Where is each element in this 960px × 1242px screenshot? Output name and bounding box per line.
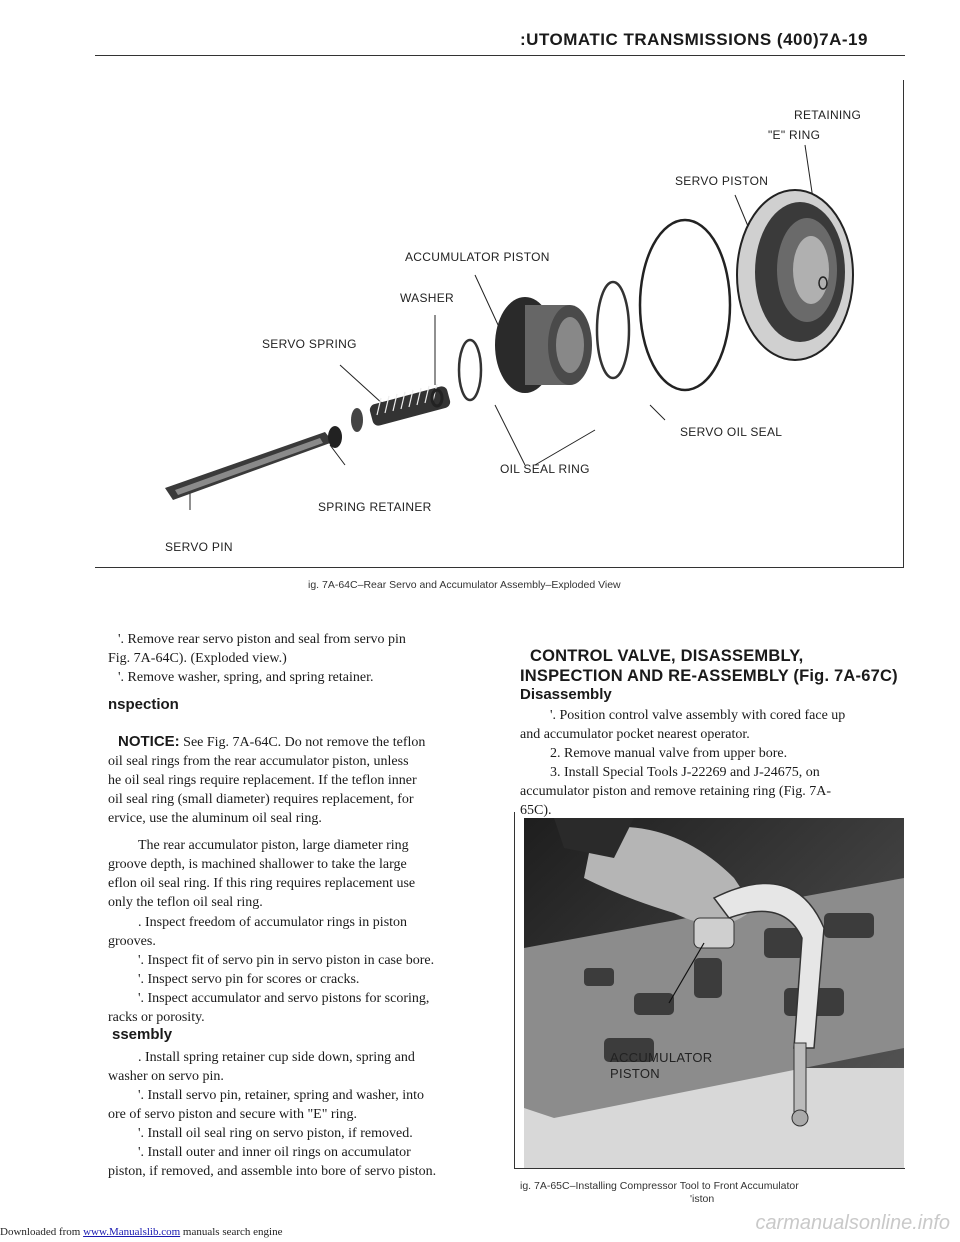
servo-oil-seal-shape xyxy=(640,220,730,390)
section-heading-line-1: CONTROL VALVE, DISASSEMBLY, xyxy=(530,647,804,665)
notice-line: oil seal rings from the rear accumulator piston, unless xyxy=(108,754,409,769)
note-line: The rear accumulator piston, large diameter ring xyxy=(138,838,409,853)
label-e-ring: "E" RING xyxy=(768,128,821,142)
assembly-line: ore of servo piston and secure with "E" ring. xyxy=(108,1107,357,1122)
inspect-line: grooves. xyxy=(108,934,156,949)
servo-pin-shape xyxy=(165,426,342,500)
label-oil-seal-ring: OIL SEAL RING xyxy=(500,462,590,476)
label-servo-spring: SERVO SPRING xyxy=(262,337,357,351)
disassembly-steps xyxy=(520,706,910,820)
label-servo-pin: SERVO PIN xyxy=(165,540,233,554)
assembly-line: . Install spring retainer cup side down, spring and xyxy=(138,1050,415,1065)
step-remove-piston: '. Remove rear servo piston and seal from servo pin xyxy=(118,632,406,647)
accumulator-piston-shape xyxy=(495,297,592,393)
assembly-heading: ssembly xyxy=(112,1026,173,1043)
notice-block xyxy=(108,732,508,828)
disassembly-line: accumulator piston and remove retaining ring (Fig. 7A- xyxy=(520,784,832,799)
inspect-line: '. Inspect accumulator and servo pistons for scoring, xyxy=(138,991,430,1006)
label-washer: WASHER xyxy=(400,291,455,305)
notice-line: oil seal ring (small diameter) requires replacement, for xyxy=(108,792,414,807)
label-retaining: RETAINING xyxy=(794,108,862,122)
assembly-line: '. Install oil seal ring on servo piston, if removed. xyxy=(138,1126,413,1141)
inspect-line: '. Inspect fit of servo pin in servo piston in case bore. xyxy=(138,953,435,968)
section-heading-line-2: INSPECTION AND RE-ASSEMBLY (Fig. 7A-67C) xyxy=(520,667,898,685)
disassembly-line: and accumulator pocket nearest operator. xyxy=(520,727,750,742)
inspect-line: '. Inspect servo pin for scores or cracks. xyxy=(138,972,360,987)
disassembly-line: 2. Remove manual valve from upper bore. xyxy=(550,746,788,761)
exploded-view-illustration xyxy=(95,80,905,570)
note-line: only the teflon oil seal ring. xyxy=(108,895,263,910)
figure-2-caption-line-2: 'iston xyxy=(690,1193,715,1205)
manualslib-link[interactable]: www.Manualslib.com xyxy=(83,1226,181,1238)
notice-line: he oil seal rings require replacement. If the teflon inner xyxy=(108,773,417,788)
notice-label: NOTICE: xyxy=(118,733,180,750)
note-line: eflon oil seal ring. If this ring requires replacement use xyxy=(108,876,416,891)
disassembly-line: 3. Install Special Tools J-22269 and J-24675, on xyxy=(550,765,820,780)
disassembly-heading: Disassembly xyxy=(520,686,612,703)
label-spring-retainer: SPRING RETAINER xyxy=(318,500,432,514)
assembly-line: '. Install servo pin, retainer, spring and washer, into xyxy=(138,1088,424,1103)
note-line: groove depth, is machined shallower to take the large xyxy=(108,857,407,872)
assembly-line: washer on servo pin. xyxy=(108,1069,224,1084)
servo-piston-shape xyxy=(737,190,853,360)
left-column xyxy=(108,630,508,687)
footer-suffix: manuals search engine xyxy=(180,1226,283,1238)
figure-1-caption: ig. 7A-64C–Rear Servo and Accumulator Assembly–Exploded View xyxy=(308,579,621,591)
inspection-steps xyxy=(108,913,508,1027)
disassembly-line: 65C). xyxy=(520,803,552,818)
inspection-heading: nspection xyxy=(108,696,179,713)
page-header: :UTOMATIC TRANSMISSIONS (400)7A-19 xyxy=(520,30,868,49)
notice-line: ervice, use the aluminum oil seal ring. xyxy=(108,811,322,826)
figure-2-caption-line-1: ig. 7A-65C–Installing Compressor Tool to Front Accumulator xyxy=(520,1180,799,1192)
compressor-tool-photo xyxy=(524,818,904,1168)
notice-line: See Fig. 7A-64C. Do not remove the teflon xyxy=(179,735,426,750)
inspect-line: . Inspect freedom of accumulator rings in piston xyxy=(138,915,408,930)
assembly-line: '. Install outer and inner oil rings on accumulator xyxy=(138,1145,411,1160)
step-remove-piston-cont: Fig. 7A-64C). (Exploded view.) xyxy=(108,651,287,666)
footer-prefix: Downloaded from xyxy=(0,1226,84,1238)
label-servo-piston: SERVO PISTON xyxy=(675,174,769,188)
header-rule xyxy=(95,55,905,56)
step-remove-washer: '. Remove washer, spring, and spring retainer. xyxy=(118,670,374,685)
rear-accumulator-note xyxy=(108,836,508,912)
label-servo-oil-seal: SERVO OIL SEAL xyxy=(680,425,783,439)
spring-retainer-shape xyxy=(351,408,363,432)
download-footer xyxy=(0,1226,282,1238)
label-accumulator-piston: ACCUMULATOR PISTON xyxy=(405,250,550,264)
inspect-line: racks or porosity. xyxy=(108,1010,205,1025)
disassembly-line: '. Position control valve assembly with cored face up xyxy=(550,708,846,723)
assembly-line: piston, if removed, and assemble into bore of servo piston. xyxy=(108,1164,437,1179)
photo-label-accumulator: ACCUMULATOR xyxy=(610,1050,713,1065)
photo-label-piston: PISTON xyxy=(610,1066,660,1081)
assembly-steps xyxy=(108,1048,508,1181)
site-watermark: carmanualsonline.info xyxy=(755,1212,950,1234)
